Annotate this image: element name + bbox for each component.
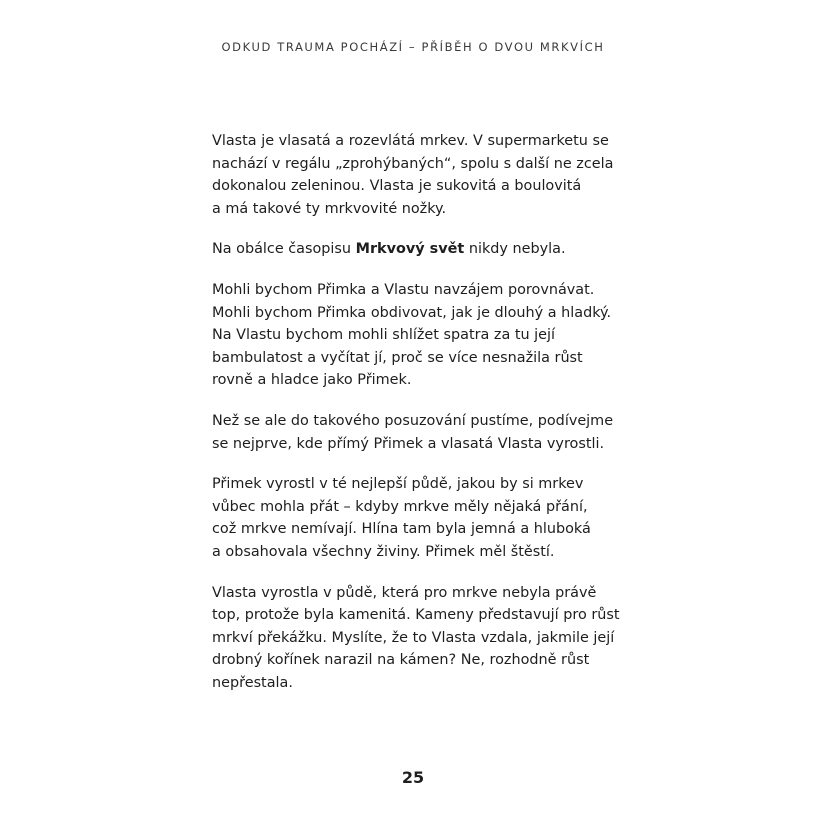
text-line: Na Vlastu bychom mohli shlížet spatra za tu její bbox=[212, 327, 556, 344]
paragraph-6 bbox=[212, 582, 632, 695]
text-line: což mrkve nemívají. Hlína tam byla jemná a hluboká bbox=[212, 521, 591, 538]
text-line: top, protože byla kamenitá. Kameny představují pro růst bbox=[212, 607, 620, 624]
paragraph-1 bbox=[212, 130, 632, 220]
text-line: rovně a hladce jako Přimek. bbox=[212, 372, 412, 389]
text-line: a má takové ty mrkvovité nožky. bbox=[212, 200, 447, 217]
text-line: se nejprve, kde přímý Přimek a vlasatá Vlasta vyrostli. bbox=[212, 435, 605, 452]
paragraph-3 bbox=[212, 279, 632, 392]
text-line: Vlasta vyrostla v půdě, která pro mrkve nebyla právě bbox=[212, 584, 597, 601]
text-line bbox=[212, 238, 632, 261]
running-header: ODKUD TRAUMA POCHÁZÍ – PŘÍBĚH O DVOU MRKVÍCH bbox=[221, 40, 605, 54]
text-line: nachází v regálu „zprohýbaných“, spolu s další ne zcela bbox=[212, 155, 614, 172]
page-number: 25 bbox=[401, 768, 425, 787]
text-line: mrkví překážku. Myslíte, že to Vlasta vzdala, jakmile její bbox=[212, 629, 615, 646]
text-line: nepřestala. bbox=[212, 674, 293, 691]
text-line: drobný kořínek narazil na kámen? Ne, rozhodně růst bbox=[212, 652, 590, 669]
paragraph-4 bbox=[212, 410, 632, 455]
text-line: dokonalou zeleninou. Vlasta je sukovitá a boulovitá bbox=[212, 178, 582, 195]
paragraph-2 bbox=[212, 238, 632, 261]
body-text bbox=[212, 130, 632, 712]
paragraph-5 bbox=[212, 473, 632, 563]
text-line: Mohli bychom Přimka obdivovat, jak je dlouhý a hladký. bbox=[212, 304, 612, 321]
text-line: bambulatost a vyčítat jí, proč se více nesnažila růst bbox=[212, 349, 583, 366]
text-line: Mohli bychom Přimka a Vlastu navzájem porovnávat. bbox=[212, 281, 595, 298]
text-line: Než se ale do takového posuzování pustíme, podívejme bbox=[212, 412, 614, 429]
magazine-title: Mrkvový svět bbox=[355, 241, 465, 258]
text-line: vůbec mohla přát – kdyby mrkve měly nějaká přání, bbox=[212, 498, 588, 515]
text-line: Přimek vyrostl v té nejlepší půdě, jakou by si mrkev bbox=[212, 476, 584, 493]
text-line: Vlasta je vlasatá a rozevlátá mrkev. V supermarketu se bbox=[212, 133, 609, 149]
text-segment: nikdy nebyla. bbox=[464, 241, 566, 258]
text-line: a obsahovala všechny živiny. Přimek měl štěstí. bbox=[212, 543, 555, 560]
text-segment: Na obálce časopisu bbox=[212, 241, 356, 258]
